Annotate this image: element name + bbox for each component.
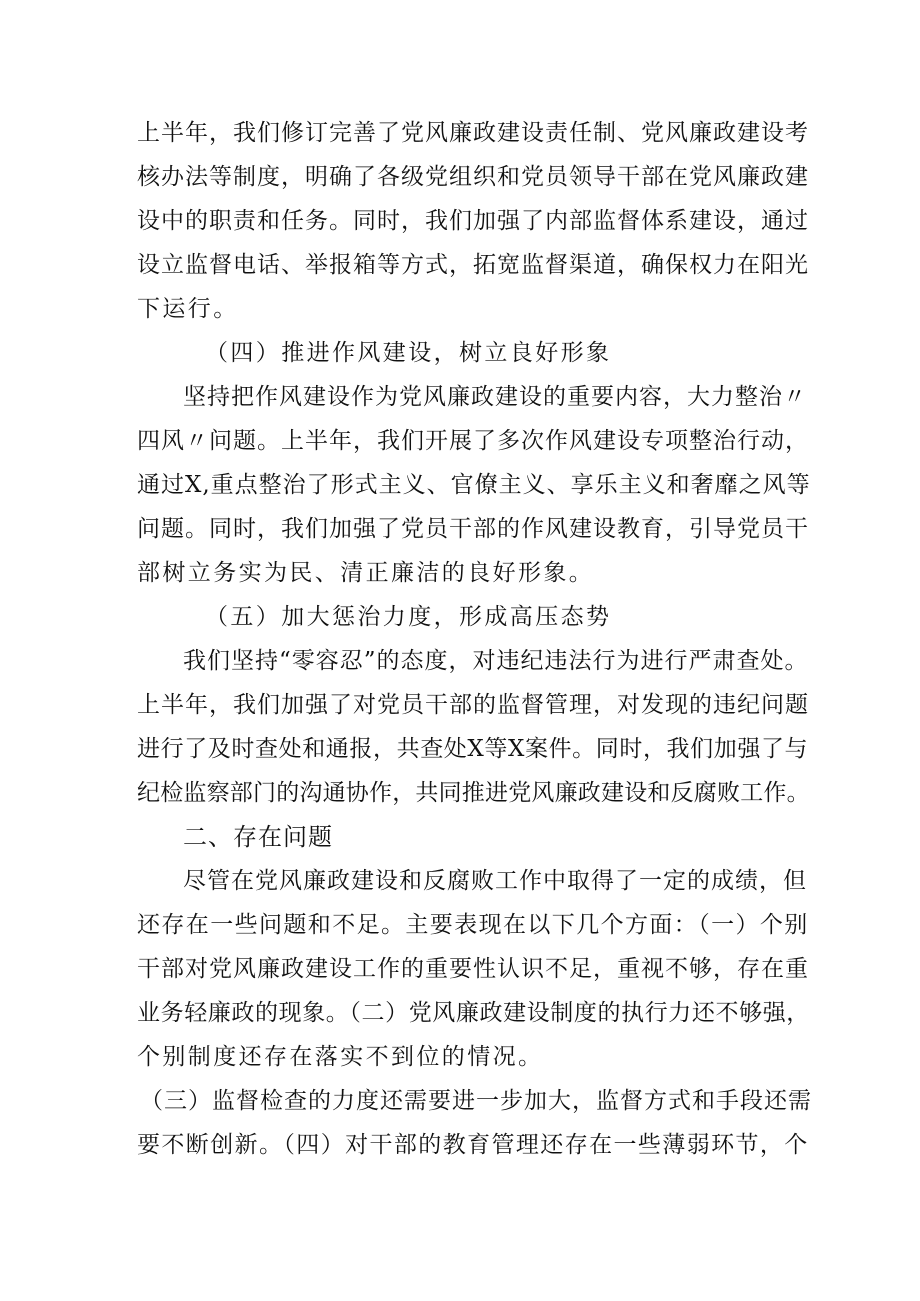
body-text-line: 要不断创新。（四）对干部的教育管理还存在一些薄弱环节，个 (137, 1132, 809, 1158)
body-text-line: 下运行。 (137, 296, 239, 322)
body-text-line: 尽管在党风廉政建设和反腐败工作中取得了一定的成绩，但 (183, 868, 807, 894)
body-text-line: 进行了及时查处和通报，共查处X等X案件。同时，我们加强了与 (137, 736, 809, 762)
body-text-line: 设中的职责和任务。同时，我们加强了内部监督体系建设，通过 (137, 208, 809, 234)
body-text-line: 核办法等制度，明确了各级党组织和党员领导干部在党风廉政建 (137, 164, 809, 190)
body-text-line: 四风〃问题。上半年，我们开展了多次作风建设专项整治行动， (137, 428, 809, 454)
body-text-line: 设立监督电话、举报箱等方式，拓宽监督渠道，确保权力在阳光 (137, 252, 809, 278)
body-text-line: 通过X,重点整治了形式主义、官僚主义、享乐主义和奢靡之风等 (137, 472, 811, 498)
section-heading: 二、存在问题 (183, 823, 333, 851)
body-text-line: 还存在一些问题和不足。主要表现在以下几个方面：（一）个别 (137, 912, 809, 938)
body-text-line: 上半年，我们修订完善了党风廉政建设责任制、党风廉政建设考 (137, 120, 809, 146)
body-text-line: 业务轻廉政的现象。（二）党风廉政建设制度的执行力还不够强， (137, 1000, 810, 1026)
body-text-line: 坚持把作风建设作为党风廉政建设的重要内容，大力整治〃 (183, 384, 807, 410)
body-text-line: 部树立务实为民、清正廉洁的良好形象。 (137, 560, 595, 586)
section-subheading: （五）加大惩治力度，形成高压态势 (205, 604, 612, 630)
body-text-line: 我们坚持“零容忍”的态度，对违纪违法行为进行严肃查处。 (183, 648, 809, 674)
body-text-line: （三）监督检查的力度还需要进一步加大，监督方式和手段还需 (140, 1088, 812, 1114)
body-text-line: 上半年，我们加强了对党员干部的监督管理，对发现的违纪问题 (137, 692, 809, 718)
body-text-line: 纪检监察部门的沟通协作，共同推进党风廉政建设和反腐败工作。 (137, 780, 810, 806)
section-subheading: （四）推进作风建设，树立良好形象 (205, 340, 612, 366)
body-text-line: 问题。同时，我们加强了党员干部的作风建设教育，引导党员干 (137, 516, 809, 542)
body-text-line: 干部对党风廉政建设工作的重要性认识不足，重视不够，存在重 (137, 956, 809, 982)
body-text-line: 个别制度还存在落实不到位的情况。 (137, 1044, 544, 1070)
